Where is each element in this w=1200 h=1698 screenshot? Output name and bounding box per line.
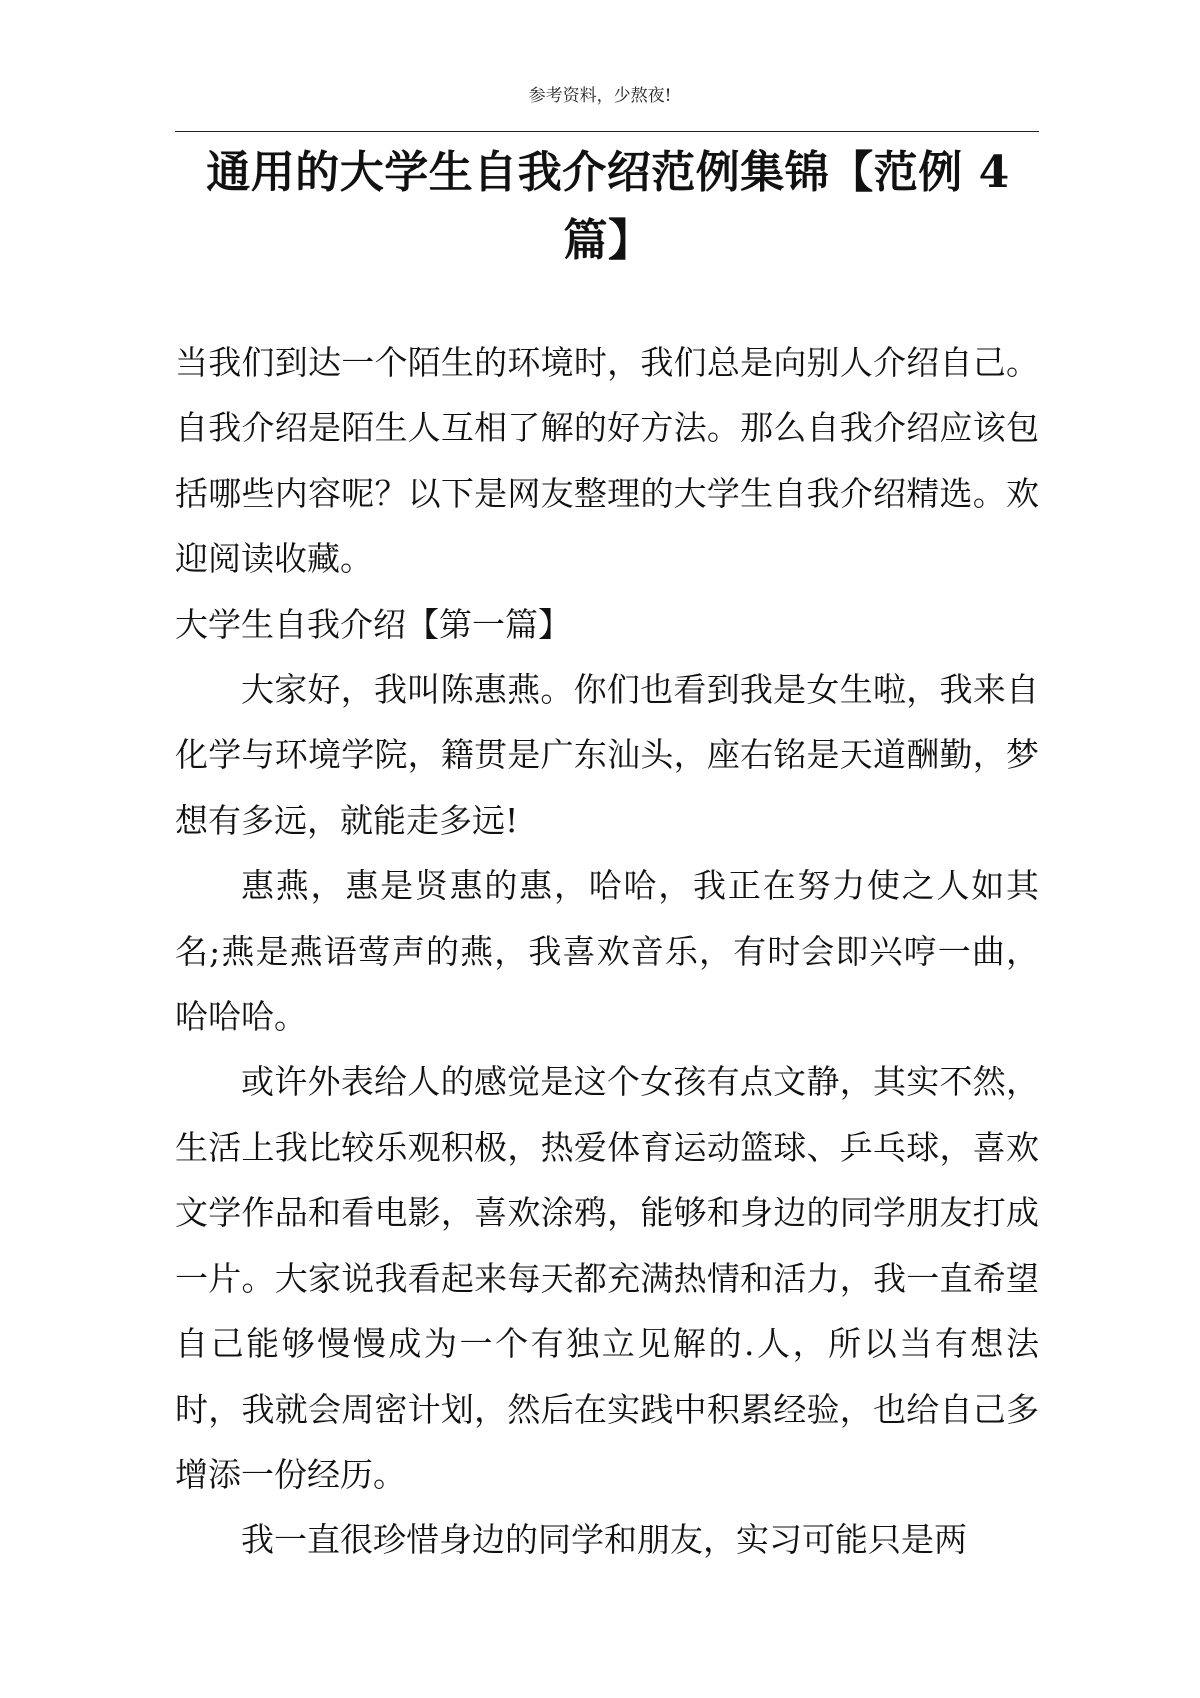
- body-paragraph-3: 或许外表给人的感觉是这个女孩有点文静，其实不然，生活上我比较乐观积极，热爱体育运动篮球、乒乓球，喜欢文学作品和看电影，喜欢涂鸦，能够和身边的同学朋友打成一片。大家说我看起来每天都充满热情和活力，我一直希望自己能够慢慢成为一个有独立见解的.人，所以当有想法时，我就会周密计划，然后在实践中积累经验，也给自己多增添一份经历。: [175, 1062, 1039, 1494]
- section-heading: 大学生自我介绍【第一篇】: [175, 604, 571, 644]
- intro-paragraph: 当我们到达一个陌生的环境时，我们总是向别人介绍自己。自我介绍是陌生人互相了解的好方法。那么自我介绍应该包括哪些内容呢？以下是网友整理的大学生自我介绍精选。欢迎阅读收藏。: [175, 343, 1039, 579]
- body-paragraph-2: 惠燕，惠是贤惠的惠，哈哈，我正在努力使之人如其名;燕是燕语莺声的燕，我喜欢音乐，有时会即兴哼一曲，哈哈哈。: [175, 866, 1039, 1037]
- document-title: 通用的大学生自我介绍范例集锦【范例 4 篇】: [206, 147, 1010, 266]
- document-body: [175, 330, 1039, 1573]
- body-paragraph-1: 大家好，我叫陈惠燕。你们也看到我是女生啦，我来自化学与环境学院，籍贯是广东汕头，座右铭是天道酬勤，梦想有多远，就能走多远!: [175, 670, 1039, 840]
- body-paragraph-4: 我一直很珍惜身边的同学和朋友，实习可能只是两: [241, 1520, 967, 1560]
- header-note: 参考资料，少熬夜!: [528, 86, 672, 106]
- header-divider: [175, 131, 1039, 132]
